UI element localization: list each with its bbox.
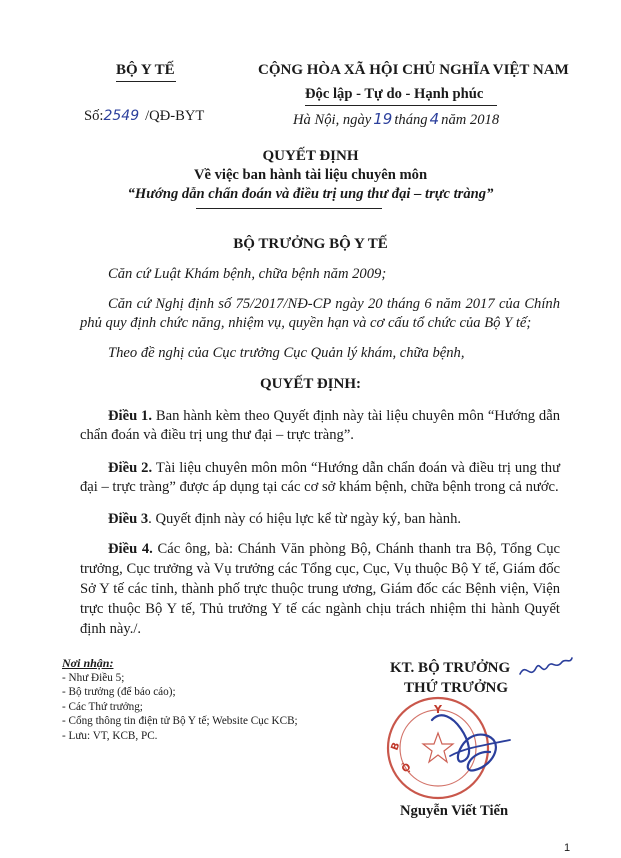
- article-4-text: Các ông, bà: Chánh Văn phòng Bộ, Chánh thanh tra Bộ, Tổng Cục trưởng, Cục trưởng và Vụ trưởng các Tổng cục, Cục, Vụ thuộc Bộ Y tế, Giám đốc Sở Y tế các tỉnh, thành phố trực thuộc trung ương, Giám đốc các Bệnh viện, Viện trực thuộc Bộ Y tế, Thủ trưởng Y tế các ngành chịu trách nhiệm thi hành Quyết định này./.: [80, 541, 560, 637]
- handwritten-signature-icon: [410, 690, 530, 800]
- document-number: [84, 108, 204, 125]
- decision-subject-line1: Về việc ban hành tài liệu chuyên môn: [193, 167, 428, 183]
- date-prefix: Hà Nội, ngày: [293, 112, 372, 128]
- article-3-text: . Quyết định này có hiệu lực kể từ ngày ký, ban hành.: [148, 511, 462, 527]
- number-handwritten: 2549: [103, 108, 140, 124]
- article-4-label: Điều 4.: [108, 541, 153, 557]
- date-day: 19: [373, 110, 393, 128]
- country-name: CỘNG HÒA XÃ HỘI CHỦ NGHĨA VIỆT NAM: [258, 62, 569, 78]
- motto-underline: [305, 105, 497, 106]
- article-3-label: Điều 3: [108, 511, 149, 527]
- preamble-1: Căn cứ Luật Khám bệnh, chữa bệnh năm 2009;: [108, 266, 387, 282]
- date-month: 4: [429, 110, 440, 128]
- article-1: [80, 407, 560, 445]
- recipient-item: - Bộ trưởng (để báo cáo);: [62, 686, 176, 699]
- motto: Độc lập - Tự do - Hạnh phúc: [305, 86, 484, 102]
- recipient-item: - Cổng thông tin điện tử Bộ Y tế; Website Cục KCB;: [62, 715, 298, 728]
- signer-name: Nguyễn Viết Tiến: [400, 803, 509, 819]
- article-2: [80, 459, 560, 497]
- article-3: [80, 510, 560, 529]
- number-prefix: Số:: [84, 108, 104, 124]
- preamble-3: Theo đề nghị của Cục trưởng Cục Quản lý khám, chữa bệnh,: [108, 345, 465, 361]
- issuer-title: BỘ TRƯỞNG BỘ Y TẾ: [233, 236, 388, 252]
- decision-title: QUYẾT ĐỊNH: [262, 148, 359, 164]
- recipient-item: - Lưu: VT, KCB, PC.: [62, 729, 158, 742]
- article-1-text: Ban hành kèm theo Quyết định này tài liệu chuyên môn “Hướng dẫn chẩn đoán và điều trị ung thư đại – trực tràng”.: [80, 408, 560, 443]
- ministry-name: BỘ Y TẾ: [116, 62, 175, 78]
- article-2-text: Tài liệu chuyên môn môn “Hướng dẫn chẩn đoán và điều trị ung thư đại – trực tràng” được áp dụng tại các cơ sở khám bệnh, chữa bệnh trong cả nước.: [80, 460, 561, 495]
- date-year-label: năm 2018: [441, 112, 500, 128]
- ministry-underline: [116, 81, 176, 82]
- article-4: [80, 539, 560, 639]
- document-date: [293, 110, 499, 129]
- page-number: 1: [564, 842, 571, 854]
- recipients-block: [62, 656, 298, 744]
- article-1-label: Điều 1.: [108, 408, 153, 424]
- svg-text:B: B: [389, 741, 403, 753]
- svg-text:Ộ: Ộ: [399, 761, 414, 776]
- preamble-2: Căn cứ Nghị định số 75/2017/NĐ-CP ngày 20 tháng 6 năm 2017 của Chính phủ quy định chức năng, nhiệm vụ, quyền hạn và cơ cấu tổ chức của Bộ Y tế;: [80, 296, 560, 331]
- number-suffix: /QĐ-BYT: [145, 108, 205, 124]
- date-month-label: tháng: [394, 112, 428, 128]
- article-2-label: Điều 2.: [108, 460, 153, 476]
- seal-letter: Y: [434, 703, 442, 716]
- recipients-title: Nơi nhận:: [62, 656, 114, 670]
- decision-heading: QUYẾT ĐỊNH:: [260, 376, 361, 392]
- signature-line2: THỨ TRƯỞNG: [404, 680, 509, 696]
- signature-line1: KT. BỘ TRƯỞNG: [390, 660, 511, 676]
- initial-mark-icon: [516, 652, 576, 682]
- decision-subject-line2: “Hướng dẫn chẩn đoán và điều trị ung thư đại – trực tràng”: [127, 186, 494, 202]
- recipient-item: - Các Thứ trưởng;: [62, 700, 143, 713]
- title-underline: [196, 208, 382, 209]
- recipient-item: - Như Điều 5;: [62, 671, 125, 684]
